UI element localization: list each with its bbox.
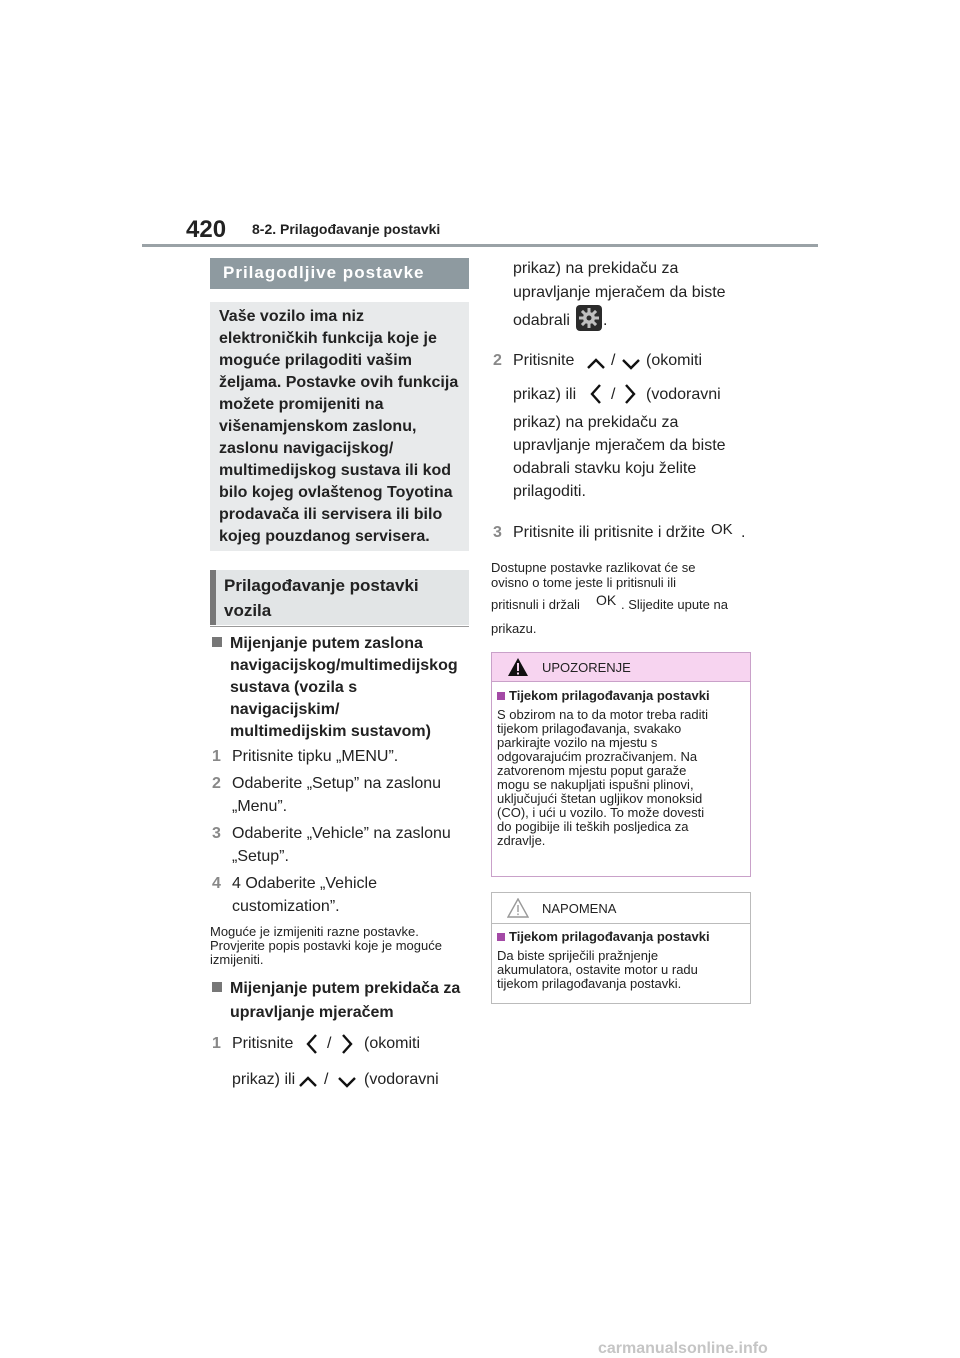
step-item: 4 4 Odaberite „Vehicle customization”. <box>212 875 377 915</box>
info-note: Dostupne postavke razlikovat će se ovisno o tome jeste li pritisnuli ili pritisnuli i držali OK . Slijedite upute na prikazu. <box>491 560 728 636</box>
chevron-left-icon <box>589 383 603 412</box>
intro-line: zaslonu navigacijskog/ <box>219 440 394 457</box>
subsection-title-line: Prilagođavanje postavki <box>224 576 419 595</box>
bullet-square-icon <box>497 692 505 700</box>
bullet-square-icon <box>497 933 505 941</box>
small-note: Moguće je izmijeniti razne postavke. Provjerite popis postavki koje je moguće izmijeniti. <box>210 924 442 967</box>
chevron-right-icon <box>623 383 637 412</box>
ok-button-icon: OK <box>711 521 733 538</box>
bullet-square-icon <box>212 637 222 647</box>
notice-header <box>492 893 750 924</box>
intro-line: elektroničkih funkcija koje je <box>219 330 437 347</box>
step-continuation: prikaz) na prekidaču za upravljanje mjeračem da biste odabrali . <box>513 257 773 339</box>
caution-triangle-icon <box>507 898 529 923</box>
notice-heading: Tijekom prilagođavanja postavki <box>509 929 710 944</box>
step-item: 2 Odaberite „Setup” na zaslonu „Menu”. <box>212 775 442 815</box>
chevron-down-icon <box>621 354 641 377</box>
intro-line: željama. Postavke ovih funkcija <box>219 374 459 391</box>
notice-title: NAPOMENA <box>542 901 617 916</box>
notice-text: Da biste spriječili pražnjenje akumulatora, ostavite motor u radu tijekom prilagođavanja postavki. <box>497 948 698 991</box>
chevron-up-icon <box>298 1072 318 1095</box>
intro-line: bilo kojeg ovlaštenog Toyotina <box>219 484 453 501</box>
bullet-square-icon <box>212 982 222 992</box>
intro-line: prodavača ili servisera ili bilo <box>219 506 443 523</box>
page-number: 420 <box>186 216 227 243</box>
chevron-right-icon <box>340 1033 354 1062</box>
chevron-down-icon <box>337 1072 357 1095</box>
warning-header <box>492 653 750 682</box>
intro-line: možete promijeniti na <box>219 396 384 413</box>
header-divider <box>142 244 818 247</box>
step-item: 3 Odaberite „Vehicle” na zaslonu „Setup”. <box>212 825 451 865</box>
warning-text: S obzirom na to da motor treba raditi tijekom prilagođavanja, svakako parkirajte vozilo na mjestu s odgovarajućim prozračivanjem. Na zatvorenom mjestu poput garaže mogu se nakupljati ispušni plinovi, uključujući štetan ugljikov monoksid (CO), i ući u vozilo. To može dovesti do pogibije ili teških posljedica za zdravlje. <box>497 707 708 848</box>
step-item: 2 Pritisnite / (okomiti prikaz) ili / (vodoravni prikaz) na prekidaču za upravljanje mjeračem da biste odabrali stavku koju želite prilagoditi. <box>493 352 726 500</box>
method-navigation-heading: Mijenjanje putem zaslona navigacijskog/multimedijskog sustava (vozila s navigacijskim/ multimedijskim sustavom) <box>212 633 472 743</box>
intro-line: višenamjenskom zaslonu, <box>219 418 417 435</box>
chevron-up-icon <box>586 354 606 377</box>
method-meter-switch-heading: Mijenjanje putem prekidača za upravljanje mjeračem <box>212 977 474 1025</box>
subsection-title-box <box>210 570 469 625</box>
subsection-title-line: vozila <box>224 601 272 620</box>
subsection-divider <box>210 626 469 627</box>
warning-triangle-icon <box>507 657 529 682</box>
intro-box <box>210 302 469 551</box>
custom-settings-title: Prilagodljive postavke <box>223 263 425 282</box>
intro-line: Vaše vozilo ima niz <box>219 308 364 325</box>
ok-button-icon: OK <box>596 592 617 608</box>
notice-box <box>491 892 751 1004</box>
custom-settings-title-box <box>210 258 469 289</box>
gear-icon <box>576 305 602 339</box>
warning-title: UPOZORENJE <box>542 660 631 675</box>
warning-box <box>491 652 751 877</box>
section-title: 8-2. Prilagođavanje postavki <box>252 221 441 237</box>
intro-line: moguće prilagoditi vašim <box>219 352 412 369</box>
step-item: 1 Pritisnite / (okomiti prikaz) ili / (vodoravni <box>212 1032 474 1094</box>
intro-line: multimedijskog sustava ili kod <box>219 462 452 479</box>
warning-heading: Tijekom prilagođavanja postavki <box>509 688 710 703</box>
watermark: carmanualsonline.info <box>598 1340 768 1357</box>
step-item: 3 Pritisnite ili pritisnite i držite OK . <box>493 521 763 545</box>
steps-navigation <box>212 745 472 918</box>
chevron-left-icon <box>305 1033 319 1062</box>
intro-line: kojeg pouzdanog servisera. <box>219 528 430 545</box>
step-item: 1 Pritisnite tipku „MENU”. <box>212 748 399 765</box>
